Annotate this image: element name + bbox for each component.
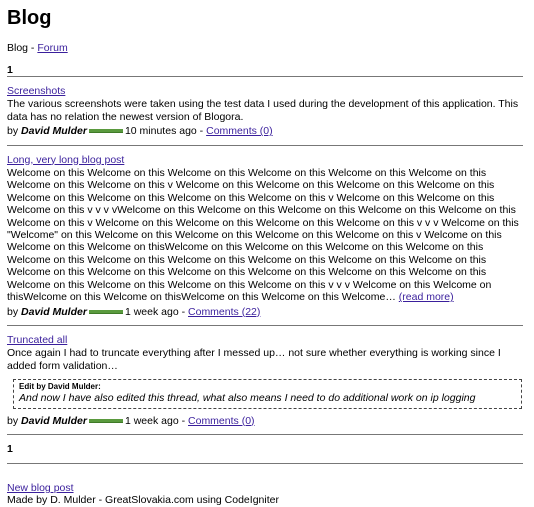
- comments-link[interactable]: Comments (22): [188, 305, 261, 318]
- post-meta: [7, 306, 527, 318]
- post-title-link[interactable]: Screenshots: [7, 85, 66, 97]
- post-author: David Mulder: [21, 125, 87, 138]
- edit-text: And now I have also edited this thread, what also means I need to do additional work on ip logging: [19, 392, 476, 405]
- rating-bar: [89, 310, 123, 314]
- rating-bar: [89, 129, 123, 133]
- nav-separator: -: [28, 42, 38, 54]
- post-author: David Mulder: [21, 414, 87, 427]
- read-more-link[interactable]: (read more): [398, 291, 454, 304]
- post-meta: [7, 415, 527, 427]
- by-label: by: [7, 305, 19, 318]
- post-time: 1 week ago: [124, 305, 179, 318]
- new-blog-post-link[interactable]: New blog post: [7, 481, 74, 494]
- blog-post: [7, 326, 527, 427]
- by-label: by: [7, 125, 19, 138]
- comments-link[interactable]: Comments (0): [206, 125, 273, 138]
- post-body: [7, 167, 527, 303]
- breadcrumb: [7, 42, 527, 56]
- meta-separator: -: [196, 125, 207, 138]
- pagination-bottom: [7, 443, 527, 455]
- post-time: 1 week ago: [124, 414, 179, 427]
- footer: [7, 482, 527, 507]
- page-number[interactable]: 1: [7, 442, 13, 455]
- post-body: The various screenshots were taken using the test data I used during the development of this application. This data has no relation the newest version of Blogora.: [7, 98, 519, 123]
- blog-post: [7, 77, 527, 138]
- meta-separator: -: [178, 414, 189, 427]
- edit-label: Edit by David Mulder:: [19, 382, 101, 392]
- divider: [7, 434, 523, 435]
- post-title-link[interactable]: Long, very long blog post: [7, 153, 125, 166]
- rating-bar: [89, 419, 123, 423]
- footer-credits: Made by D. Mulder - GreatSlovakia.com using CodeIgniter: [7, 494, 279, 507]
- comments-link[interactable]: Comments (0): [188, 414, 255, 427]
- page-title: Blog: [7, 7, 52, 29]
- divider: [7, 463, 523, 464]
- blog-post: [7, 146, 527, 318]
- meta-separator: -: [178, 305, 189, 318]
- post-time: 10 minutes ago: [124, 125, 197, 138]
- post-body-text: Welcome on this Welcome on this Welcome on this Welcome on this Welcome on this Welcome on this Welcome on this Welcome on this v Welcome on this Welcome on this Welcome on this Welcome on this Welcome on this Welcome on this Welcome on this Welcome on this v Welcome on this Welcome on this Welcome on this v v v vWelcome on this Welcome on this Welcome on this Welcome on this Welcome on this Welcome on this v Welcome on this Welcome on this Welcome on this Welcome on this v v v Welcome on this "Welcome" on this Welcome on this Welcome on this Welcome on this Welcome on this v Welcome on this Welcome on this Welcome on thisWelcome on this Welcome on this Welcome on this Welcome on this Welcome on this Welcome on this Welcome on this Welcome on this Welcome on this Welcome on this Welcome on this Welcome on this Welcome on this Welcome on this Welcome on this Welcome on this Welcome on this Welcome on this Welcome on this Welcome on this v v v Welcome on this Welcome on thisWelcome on this Welcome on thisWelcome on this Welcome on this Welcome…: [7, 167, 519, 304]
- edit-note: [13, 379, 522, 408]
- post-meta: [7, 125, 527, 137]
- post-author: David Mulder: [21, 305, 87, 318]
- pagination-top: [7, 64, 527, 76]
- post-title-link[interactable]: Truncated all: [7, 333, 68, 346]
- nav-blog-label: Blog: [7, 42, 29, 54]
- by-label: by: [7, 414, 19, 427]
- forum-link[interactable]: Forum: [37, 42, 68, 54]
- page-number[interactable]: 1: [7, 64, 13, 76]
- post-body: Once again I had to truncate everything after I messed up… not sure whether everything is working since I added form validation…: [7, 347, 501, 372]
